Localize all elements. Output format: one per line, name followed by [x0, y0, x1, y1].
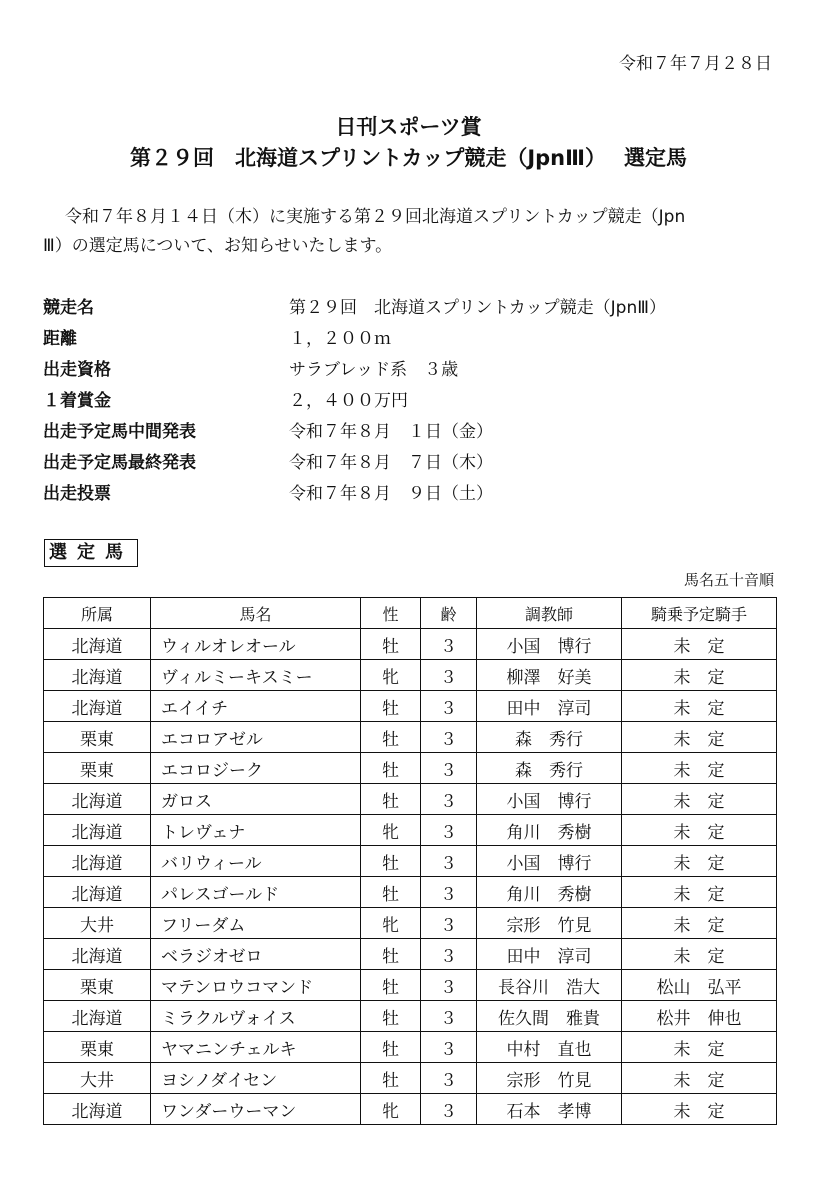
sex-cell: 牡 — [361, 784, 421, 815]
jockey-cell: 未 定 — [622, 660, 777, 691]
age-cell: ３ — [421, 629, 477, 660]
affiliation-cell: 北海道 — [44, 1001, 151, 1032]
info-row-final-announcement — [43, 448, 783, 479]
trainer-cell: 佐久間 雅貴 — [477, 1001, 622, 1032]
sex-cell: 牡 — [361, 1032, 421, 1063]
sex-cell: 牝 — [361, 815, 421, 846]
age-cell: ３ — [421, 784, 477, 815]
info-value: ２，４００万円 — [289, 391, 408, 411]
horse-name-cell: ヤマニンチェルキ — [151, 1032, 361, 1063]
table-row — [44, 1001, 777, 1032]
header-sex: 性 — [361, 598, 421, 629]
trainer-cell: 石本 孝博 — [477, 1094, 622, 1125]
info-row-entry-vote — [43, 479, 783, 510]
age-cell: ３ — [421, 815, 477, 846]
affiliation-cell: 大井 — [44, 1063, 151, 1094]
age-cell: ３ — [421, 722, 477, 753]
header-age: 齢 — [421, 598, 477, 629]
sex-cell: 牡 — [361, 877, 421, 908]
age-cell: ３ — [421, 939, 477, 970]
trainer-cell: 長谷川 浩大 — [477, 970, 622, 1001]
affiliation-cell: 栗東 — [44, 753, 151, 784]
age-cell: ３ — [421, 970, 477, 1001]
table-row — [44, 908, 777, 939]
trainer-cell: 宗形 竹見 — [477, 1063, 622, 1094]
horse-name-cell: フリーダム — [151, 908, 361, 939]
jockey-cell: 未 定 — [622, 629, 777, 660]
sort-order-note: 馬名五十音順 — [683, 571, 774, 589]
info-row-interim-announcement — [43, 417, 783, 448]
table-row — [44, 970, 777, 1001]
horse-name-cell: ヴィルミーキスミー — [151, 660, 361, 691]
trainer-cell: 中村 直也 — [477, 1032, 622, 1063]
jockey-cell: 未 定 — [622, 846, 777, 877]
info-label: 出走投票 — [43, 484, 111, 504]
table-row — [44, 877, 777, 908]
race-title: 第２９回 北海道スプリントカップ競走（JpnⅢ） — [130, 146, 606, 170]
header-horse-name: 馬名 — [151, 598, 361, 629]
table-row — [44, 1094, 777, 1125]
info-label: 距離 — [43, 329, 77, 349]
table-row — [44, 1063, 777, 1094]
trainer-cell: 柳澤 好美 — [477, 660, 622, 691]
sex-cell: 牡 — [361, 691, 421, 722]
horse-name-cell: マテンロウコマンド — [151, 970, 361, 1001]
affiliation-cell: 北海道 — [44, 784, 151, 815]
intro-line-2: Ⅲ）の選定馬について、お知らせいたします。 — [43, 236, 393, 256]
header-jockey: 騎乗予定騎手 — [622, 598, 777, 629]
horse-name-cell: エコロアゼル — [151, 722, 361, 753]
race-info — [43, 293, 783, 510]
age-cell: ３ — [421, 1063, 477, 1094]
trainer-cell: 小国 博行 — [477, 784, 622, 815]
info-label: １着賞金 — [43, 391, 111, 411]
info-value: 令和７年８月 １日（金） — [289, 422, 493, 442]
info-label: 出走予定馬中間発表 — [43, 422, 196, 442]
horse-name-cell: ベラジオゼロ — [151, 939, 361, 970]
table-row — [44, 784, 777, 815]
affiliation-cell: 北海道 — [44, 846, 151, 877]
affiliation-cell: 北海道 — [44, 815, 151, 846]
table-row — [44, 691, 777, 722]
age-cell: ３ — [421, 1032, 477, 1063]
trainer-cell: 田中 淳司 — [477, 939, 622, 970]
info-row-distance — [43, 324, 783, 355]
selection-title: 選定馬 — [623, 146, 687, 170]
info-label: 出走資格 — [43, 360, 111, 380]
age-cell: ３ — [421, 877, 477, 908]
trainer-cell: 森 秀行 — [477, 722, 622, 753]
jockey-cell: 未 定 — [622, 722, 777, 753]
info-value: １，２００ｍ — [289, 329, 391, 349]
jockey-cell: 松井 伸也 — [622, 1001, 777, 1032]
age-cell: ３ — [421, 908, 477, 939]
sex-cell: 牡 — [361, 753, 421, 784]
info-label: 出走予定馬最終発表 — [43, 453, 196, 473]
affiliation-cell: 北海道 — [44, 877, 151, 908]
horse-name-cell: エコロジーク — [151, 753, 361, 784]
info-value: サラブレッド系 ３歳 — [289, 360, 459, 380]
section-heading: 選定馬 — [44, 539, 138, 567]
age-cell: ３ — [421, 1001, 477, 1032]
sex-cell: 牡 — [361, 939, 421, 970]
sex-cell: 牡 — [361, 970, 421, 1001]
sex-cell: 牡 — [361, 846, 421, 877]
horse-name-cell: パレスゴールド — [151, 877, 361, 908]
trainer-cell: 森 秀行 — [477, 753, 622, 784]
age-cell: ３ — [421, 846, 477, 877]
horse-name-cell: ガロス — [151, 784, 361, 815]
info-row-prize — [43, 386, 783, 417]
jockey-cell: 未 定 — [622, 691, 777, 722]
affiliation-cell: 北海道 — [44, 1094, 151, 1125]
horse-name-cell: ウィルオレオール — [151, 629, 361, 660]
document-title-sponsor: 日刊スポーツ賞 — [335, 115, 482, 139]
jockey-cell: 未 定 — [622, 1032, 777, 1063]
horse-name-cell: トレヴェナ — [151, 815, 361, 846]
table-row — [44, 722, 777, 753]
header-affiliation: 所属 — [44, 598, 151, 629]
trainer-cell: 宗形 竹見 — [477, 908, 622, 939]
table-header-row — [44, 598, 777, 629]
affiliation-cell: 北海道 — [44, 660, 151, 691]
age-cell: ３ — [421, 1094, 477, 1125]
selected-horses-table — [43, 597, 777, 1125]
horse-name-cell: ワンダーウーマン — [151, 1094, 361, 1125]
sex-cell: 牝 — [361, 660, 421, 691]
sex-cell: 牡 — [361, 1001, 421, 1032]
sex-cell: 牡 — [361, 722, 421, 753]
jockey-cell: 未 定 — [622, 784, 777, 815]
sex-cell: 牝 — [361, 1094, 421, 1125]
affiliation-cell: 栗東 — [44, 722, 151, 753]
age-cell: ３ — [421, 660, 477, 691]
age-cell: ３ — [421, 753, 477, 784]
table-row — [44, 815, 777, 846]
horse-name-cell: ヨシノダイセン — [151, 1063, 361, 1094]
table-row — [44, 846, 777, 877]
jockey-cell: 松山 弘平 — [622, 970, 777, 1001]
table-row — [44, 629, 777, 660]
table-body — [44, 629, 777, 1125]
horse-name-cell: バリウィール — [151, 846, 361, 877]
info-value: 第２９回 北海道スプリントカップ競走（JpnⅢ） — [289, 298, 666, 318]
document-date: 令和７年７月２８日 — [619, 54, 772, 74]
jockey-cell: 未 定 — [622, 1063, 777, 1094]
trainer-cell: 田中 淳司 — [477, 691, 622, 722]
table-row — [44, 1032, 777, 1063]
trainer-cell: 小国 博行 — [477, 846, 622, 877]
table-row — [44, 660, 777, 691]
age-cell: ３ — [421, 691, 477, 722]
table-row — [44, 753, 777, 784]
sex-cell: 牡 — [361, 1063, 421, 1094]
table-row — [44, 939, 777, 970]
sex-cell: 牝 — [361, 908, 421, 939]
info-row-race-name — [43, 293, 783, 324]
affiliation-cell: 北海道 — [44, 629, 151, 660]
trainer-cell: 小国 博行 — [477, 629, 622, 660]
jockey-cell: 未 定 — [622, 1094, 777, 1125]
horse-name-cell: ミラクルヴォイス — [151, 1001, 361, 1032]
jockey-cell: 未 定 — [622, 753, 777, 784]
affiliation-cell: 栗東 — [44, 970, 151, 1001]
affiliation-cell: 北海道 — [44, 691, 151, 722]
document-title — [0, 142, 817, 172]
trainer-cell: 角川 秀樹 — [477, 815, 622, 846]
info-row-eligibility — [43, 355, 783, 386]
trainer-cell: 角川 秀樹 — [477, 877, 622, 908]
horse-name-cell: エイイチ — [151, 691, 361, 722]
intro-paragraph — [43, 203, 783, 261]
affiliation-cell: 栗東 — [44, 1032, 151, 1063]
sex-cell: 牡 — [361, 629, 421, 660]
info-value: 令和７年８月 ９日（土） — [289, 484, 493, 504]
jockey-cell: 未 定 — [622, 908, 777, 939]
affiliation-cell: 大井 — [44, 908, 151, 939]
header-trainer: 調教師 — [477, 598, 622, 629]
jockey-cell: 未 定 — [622, 877, 777, 908]
jockey-cell: 未 定 — [622, 939, 777, 970]
intro-line-1: 令和７年８月１４日（木）に実施する第２９回北海道スプリントカップ競走（Jpn — [65, 207, 686, 227]
affiliation-cell: 北海道 — [44, 939, 151, 970]
jockey-cell: 未 定 — [622, 815, 777, 846]
info-value: 令和７年８月 ７日（木） — [289, 453, 493, 473]
info-label: 競走名 — [43, 298, 94, 318]
